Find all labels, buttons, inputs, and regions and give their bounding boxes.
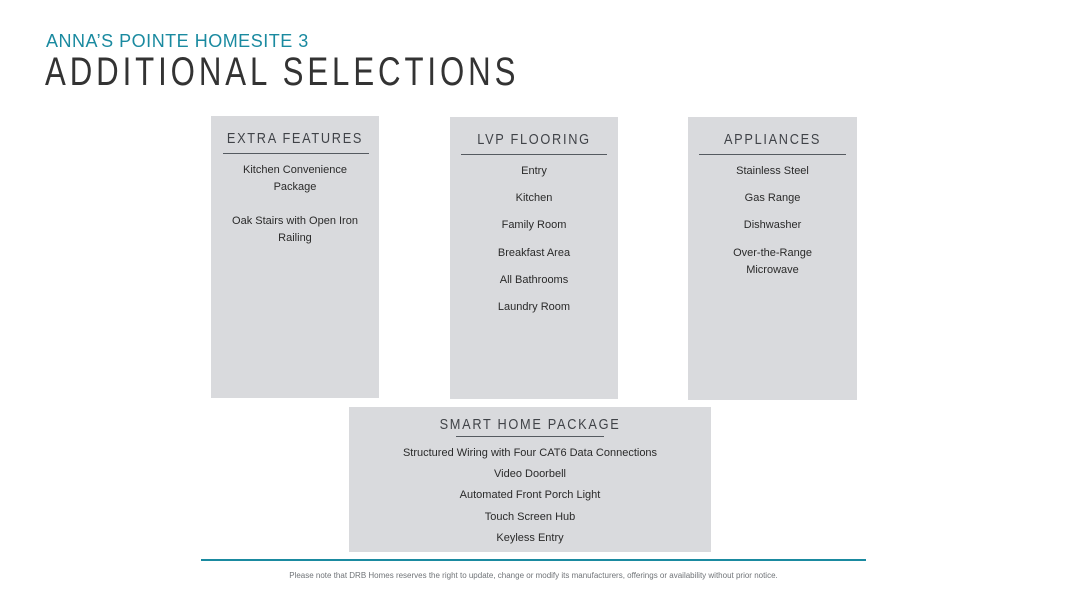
smart-home-package-divider — [456, 436, 604, 437]
appliances-card — [688, 117, 857, 400]
list-item: Family Room — [501, 219, 567, 232]
list-item: Keyless Entry — [496, 531, 564, 544]
list-item: Kitchen Convenience Package — [243, 164, 347, 193]
lvp-flooring-heading: LVP FLOORING — [477, 131, 591, 148]
list-item: Kitchen — [515, 192, 553, 205]
extra-features-divider — [223, 153, 369, 154]
lvp-flooring-divider — [461, 154, 607, 155]
list-item: Automated Front Porch Light — [459, 489, 601, 502]
list-item: Structured Wiring with Four CAT6 Data Connections — [402, 447, 658, 459]
lvp-flooring-card — [450, 117, 618, 399]
page-subtitle: ANNA’S POINTE HOMESITE 3 — [46, 31, 309, 51]
extra-features-list — [211, 162, 379, 264]
extra-features-heading: EXTRA FEATURES — [226, 130, 364, 147]
list-item: Oak Stairs with Open Iron Railing — [232, 215, 358, 244]
list-item: Gas Range — [744, 192, 801, 205]
list-item: All Bathrooms — [499, 273, 569, 286]
appliances-list — [688, 163, 857, 289]
appliances-divider — [699, 154, 846, 155]
list-item: Stainless Steel — [736, 165, 809, 177]
disclaimer-text: Please note that DRB Homes reserves the right to update, change or modify its manufacturers, offerings or availability without prior notice. — [289, 571, 778, 580]
list-item: Touch Screen Hub — [484, 510, 576, 523]
page-title: ADDITIONAL SELECTIONS — [45, 50, 520, 94]
list-item: Laundry Room — [497, 300, 571, 313]
smart-home-package-list — [349, 445, 711, 551]
footer-divider — [201, 559, 866, 561]
list-item: Dishwasher — [743, 219, 802, 232]
smart-home-package-card — [349, 407, 711, 552]
list-item: Over-the-Range Microwave — [733, 246, 812, 276]
list-item: Breakfast Area — [497, 246, 571, 259]
extra-features-card — [211, 116, 379, 398]
smart-home-package-heading: SMART HOME PACKAGE — [439, 416, 621, 433]
appliances-heading: APPLIANCES — [723, 131, 822, 148]
list-item: Video Doorbell — [494, 468, 566, 481]
list-item: Entry — [521, 165, 547, 177]
lvp-flooring-list — [450, 163, 618, 326]
